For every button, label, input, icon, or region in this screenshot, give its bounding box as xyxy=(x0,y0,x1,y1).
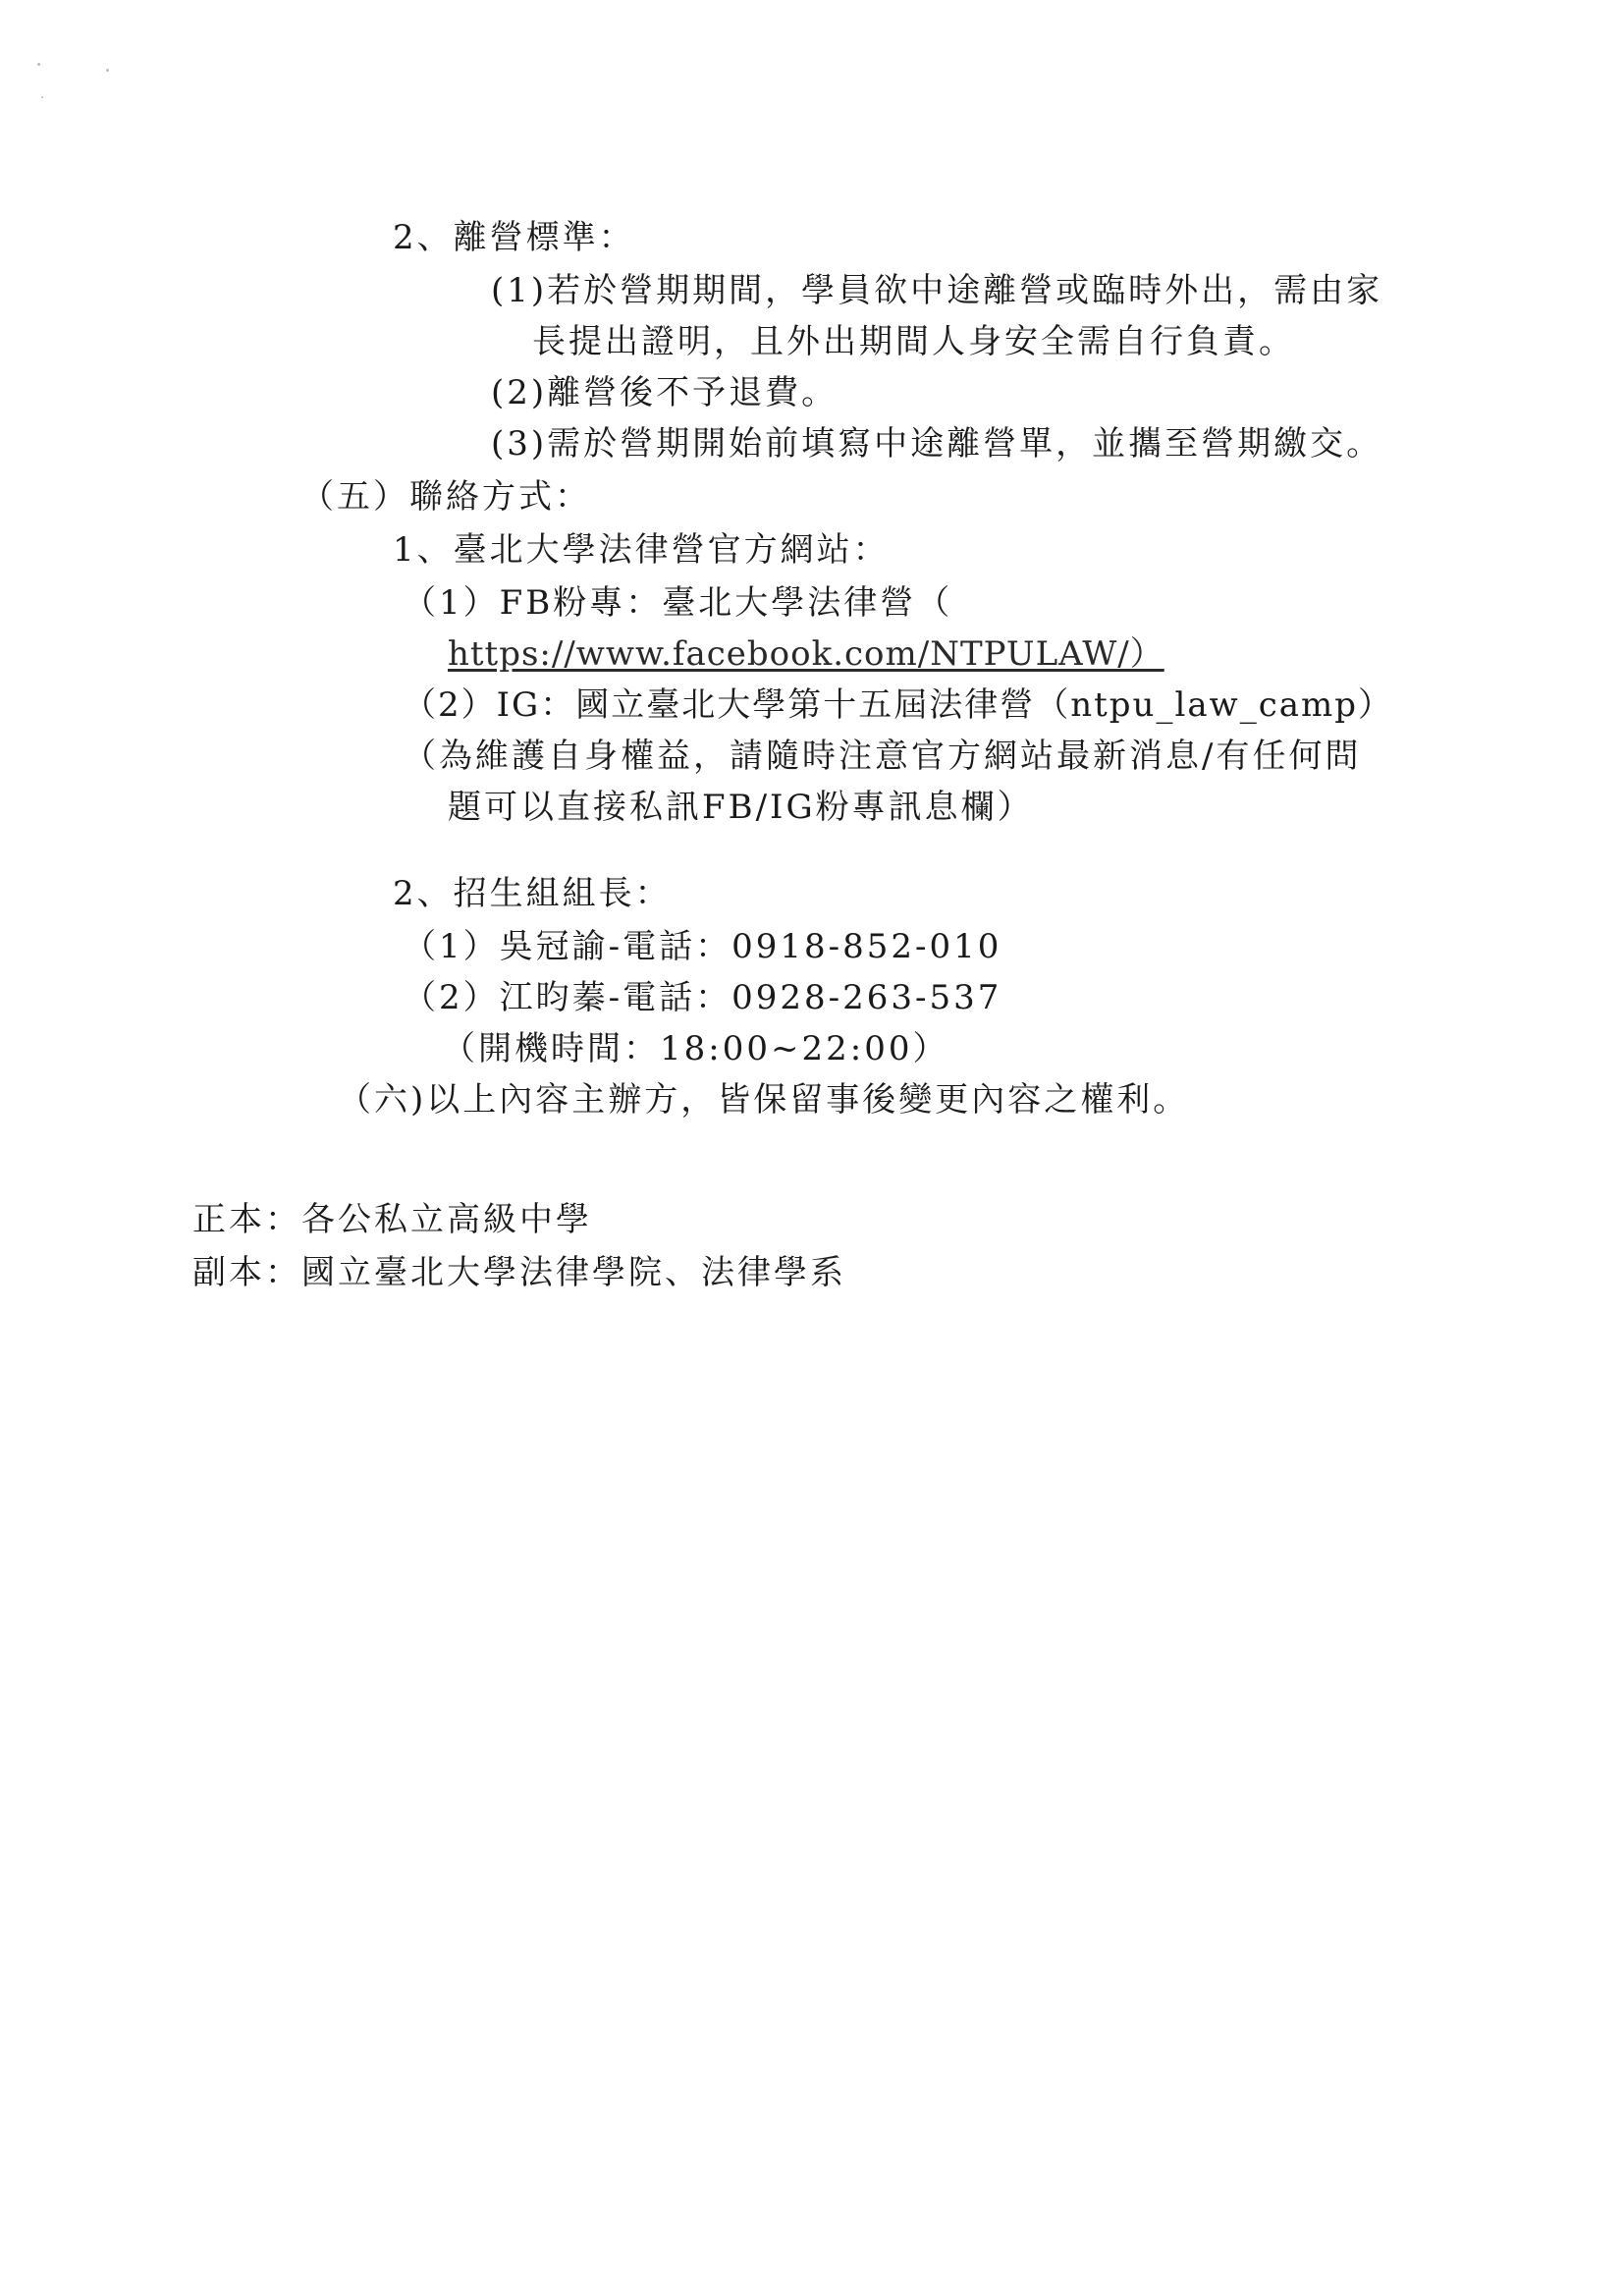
leave-standard-item-1: (1)若於營期期間，學員欲中途離營或臨時外出，需由家 xyxy=(491,271,1383,310)
leave-standard-item-1-cont: 長提出證明，且外出期間人身安全需自行負責。 xyxy=(532,322,1295,361)
leave-standard-item-3: (3)需於營期開始前填寫中途離營單，並攜至營期繳交。 xyxy=(491,424,1383,464)
leave-standard-heading: 2、離營標準： xyxy=(393,218,635,257)
leader-contact-2: （2）江昀蓁-電話：0928-263-537 xyxy=(403,978,1002,1017)
copy-recipients: 副本：國立臺北大學法律學院、法律學系 xyxy=(192,1253,846,1292)
scan-speck xyxy=(37,63,40,66)
leader-contact-1: （1）吳冠諭-電話：0918-852-010 xyxy=(403,927,1002,966)
fb-page-link[interactable]: https://www.facebook.com/NTPULAW/） xyxy=(448,634,1164,674)
ig-page-label: （2）IG：國立臺北大學第十五屆法律營（ntpu_law_camp） xyxy=(403,685,1394,725)
official-site-heading: 1、臺北大學法律營官方網站： xyxy=(393,530,890,570)
notice-line-2: 題可以直接私訊FB/IG粉專訊息欄） xyxy=(448,788,1034,827)
rights-reserved-clause: （六)以上內容主辦方，皆保留事後變更內容之權利。 xyxy=(338,1080,1190,1120)
notice-line-1: （為維護自身權益，請隨時注意官方網站最新消息/有任何問 xyxy=(403,737,1362,776)
leave-standard-item-2: (2)離營後不予退費。 xyxy=(491,373,839,412)
phone-hours: （開機時間：18:00~22:00） xyxy=(442,1029,949,1068)
fb-page-label: （1）FB粉專：臺北大學法律營（ xyxy=(403,583,953,623)
contact-section-heading: （五）聯絡方式： xyxy=(300,477,591,517)
original-recipients: 正本：各公私立高級中學 xyxy=(192,1200,592,1239)
scan-speck xyxy=(41,96,43,98)
recruitment-leaders-heading: 2、招生組組長： xyxy=(393,874,672,913)
scan-speck xyxy=(106,69,109,72)
